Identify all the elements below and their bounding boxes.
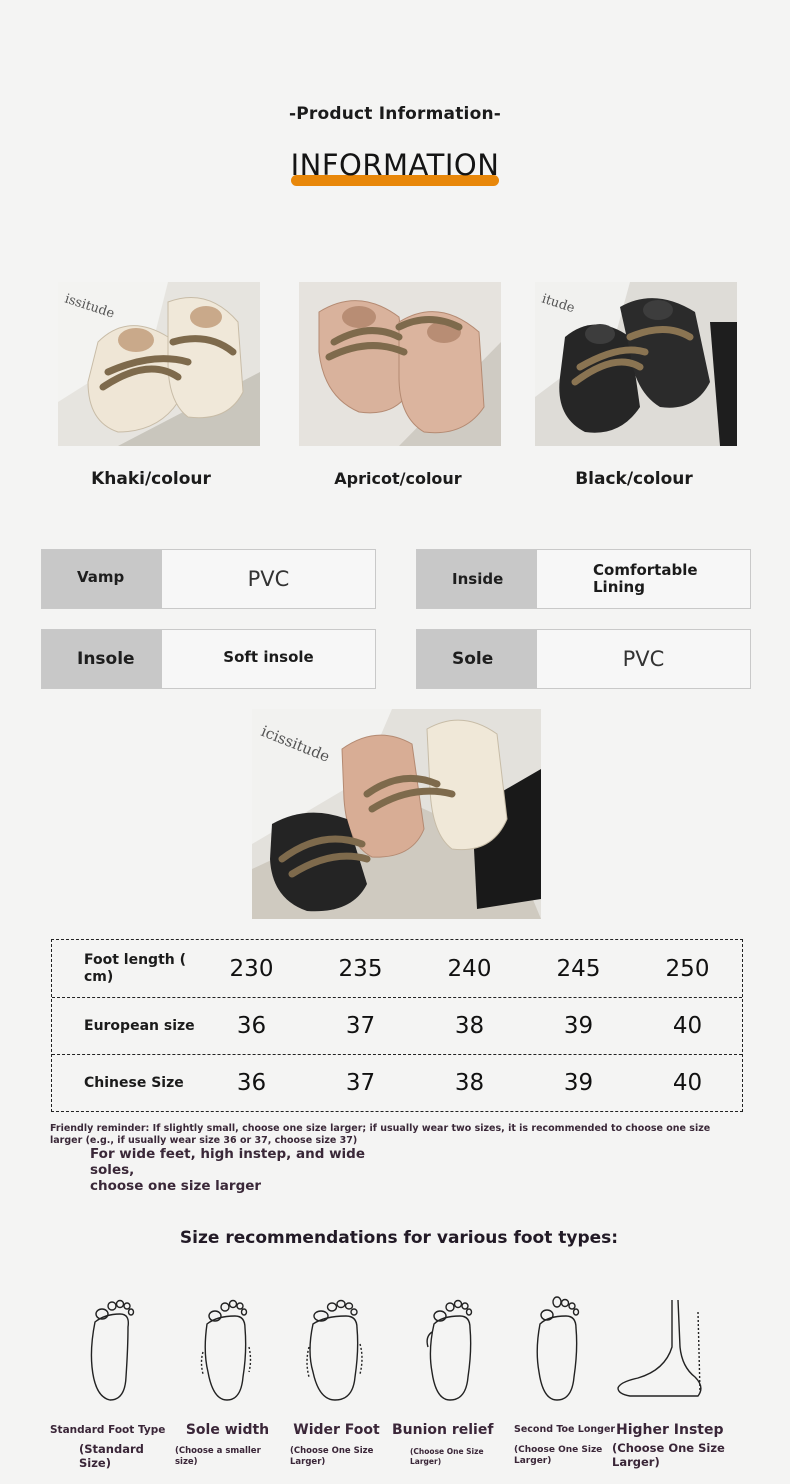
size-row-label — [52, 952, 197, 986]
size-cell: 40 — [672, 1070, 703, 1096]
foot-type-sub-line1: (Choose One Size — [612, 1441, 725, 1455]
spec-insole-value: Soft insole — [223, 648, 314, 666]
size-cell: 40 — [672, 1013, 703, 1039]
foot-type-title: Sole width — [185, 1422, 270, 1438]
foot-type-bunion — [392, 1292, 494, 1467]
size-row-label-line1: Foot length ( — [84, 951, 187, 968]
spec-insole-label: Insole — [42, 630, 162, 688]
size-cell: 36 — [236, 1013, 267, 1039]
spec-sole-label: Sole — [417, 630, 537, 688]
size-cell: 39 — [563, 1070, 594, 1096]
black-shoe-photo — [535, 282, 737, 446]
size-cell: 240 — [447, 955, 492, 982]
foot-type-sub — [289, 1446, 384, 1468]
spec-inside-label: Inside — [417, 550, 537, 608]
size-row-label: European size — [84, 1017, 195, 1034]
foot-type-sub-line1: (Choose One Size — [290, 1446, 374, 1456]
foot-type-title: Wider Foot — [293, 1422, 380, 1438]
size-cell: 37 — [345, 1013, 376, 1039]
headline-text-wrap — [291, 146, 500, 184]
foot-type-sole-width — [175, 1292, 280, 1468]
sole-width-foot-icon — [175, 1292, 280, 1404]
black-color-label: Black/colour — [575, 469, 693, 489]
wide-feet-note-line1: For wide feet, high instep, and wide soles, — [90, 1146, 365, 1178]
recommendations-title: Size recommendations for various foot types: — [179, 1228, 619, 1248]
spec-inside — [416, 549, 751, 609]
svg-text:itude: itude — [539, 291, 577, 317]
spec-inside-value-line2: Lining — [593, 578, 645, 596]
svg-text:issitude: issitude — [62, 291, 117, 322]
foot-type-second-toe — [510, 1292, 616, 1467]
size-cell: 38 — [454, 1013, 485, 1039]
foot-type-title: Higher Instep — [616, 1422, 724, 1438]
headline-text: INFORMATION — [290, 148, 500, 182]
all-colors-shoe-photo — [252, 709, 541, 919]
spec-vamp-value: PVC — [247, 567, 290, 591]
size-row-label-line2: cm) — [84, 968, 114, 985]
foot-type-sub — [610, 1441, 725, 1469]
size-cell: 36 — [236, 1070, 267, 1096]
size-row-label: Chinese Size — [84, 1074, 184, 1091]
foot-type-sub-line2: Larger) — [612, 1455, 660, 1469]
size-cell: 235 — [338, 955, 383, 982]
standard-foot-icon — [50, 1292, 170, 1404]
foot-type-sub — [510, 1445, 610, 1467]
size-cell: 245 — [556, 955, 601, 982]
foot-type-wider — [289, 1292, 384, 1468]
apricot-shoe-photo — [299, 282, 501, 446]
foot-type-title: Bunion relief — [392, 1422, 494, 1438]
foot-type-sub-line2: Larger) — [290, 1457, 326, 1467]
foot-type-sub-line1: (Choose a smaller — [175, 1446, 261, 1456]
foot-type-sub — [392, 1447, 487, 1467]
spec-inside-value — [537, 550, 750, 608]
high-instep-foot-icon — [610, 1292, 725, 1404]
foot-type-title: Standard Foot Type — [50, 1424, 166, 1436]
wider-foot-icon — [289, 1292, 384, 1404]
wide-feet-note-line2: choose one size larger — [90, 1178, 262, 1194]
size-chart-table — [51, 939, 743, 1112]
spec-vamp-label: Vamp — [42, 550, 162, 608]
foot-type-sub-line1: (Choose One Size — [410, 1447, 484, 1456]
foot-type-high-instep — [610, 1292, 725, 1469]
section-subtitle: -Product Information- — [288, 104, 502, 124]
foot-type-sub-line1: (Standard — [79, 1442, 144, 1456]
spec-sole-value: PVC — [622, 647, 665, 671]
foot-type-sub-line2: Size) — [79, 1456, 111, 1470]
size-cell: 39 — [563, 1013, 594, 1039]
size-row-foot-length — [52, 940, 742, 997]
size-row-european — [52, 997, 742, 1054]
size-cell: 38 — [454, 1070, 485, 1096]
size-cell: 230 — [229, 955, 274, 982]
section-headline — [0, 146, 790, 184]
foot-type-sub — [175, 1446, 280, 1468]
foot-type-sub-line2: Larger) — [410, 1457, 442, 1466]
foot-type-sub-line2: size) — [175, 1457, 198, 1467]
spec-vamp — [41, 549, 376, 609]
spec-sole — [416, 629, 751, 689]
spec-inside-value-line1: Comfortable — [593, 561, 698, 579]
size-cell: 250 — [665, 955, 710, 982]
bunion-foot-icon — [392, 1292, 487, 1404]
foot-type-title: Second Toe Longer — [514, 1424, 616, 1435]
foot-type-sub-line2: Larger) — [514, 1456, 552, 1466]
apricot-color-label: Apricot/colour — [334, 469, 462, 488]
khaki-shoe-photo — [58, 282, 260, 446]
foot-type-sub — [50, 1442, 170, 1470]
friendly-reminder: Friendly reminder: If slightly small, choose one size larger; if usually wear two sizes, it is recommended to choose one size larger (e.g., if usually wear size 36 or 37, choose size 37) — [50, 1123, 711, 1146]
svg-text:icissitude: icissitude — [258, 722, 333, 766]
khaki-color-label: Khaki/colour — [91, 469, 211, 489]
foot-type-sub-line1: (Choose One Size — [514, 1445, 603, 1455]
spec-insole — [41, 629, 376, 689]
size-cell: 37 — [345, 1070, 376, 1096]
foot-type-standard — [50, 1292, 170, 1470]
wide-feet-note — [90, 1146, 410, 1194]
size-row-chinese — [52, 1054, 742, 1111]
second-toe-foot-icon — [510, 1292, 610, 1404]
